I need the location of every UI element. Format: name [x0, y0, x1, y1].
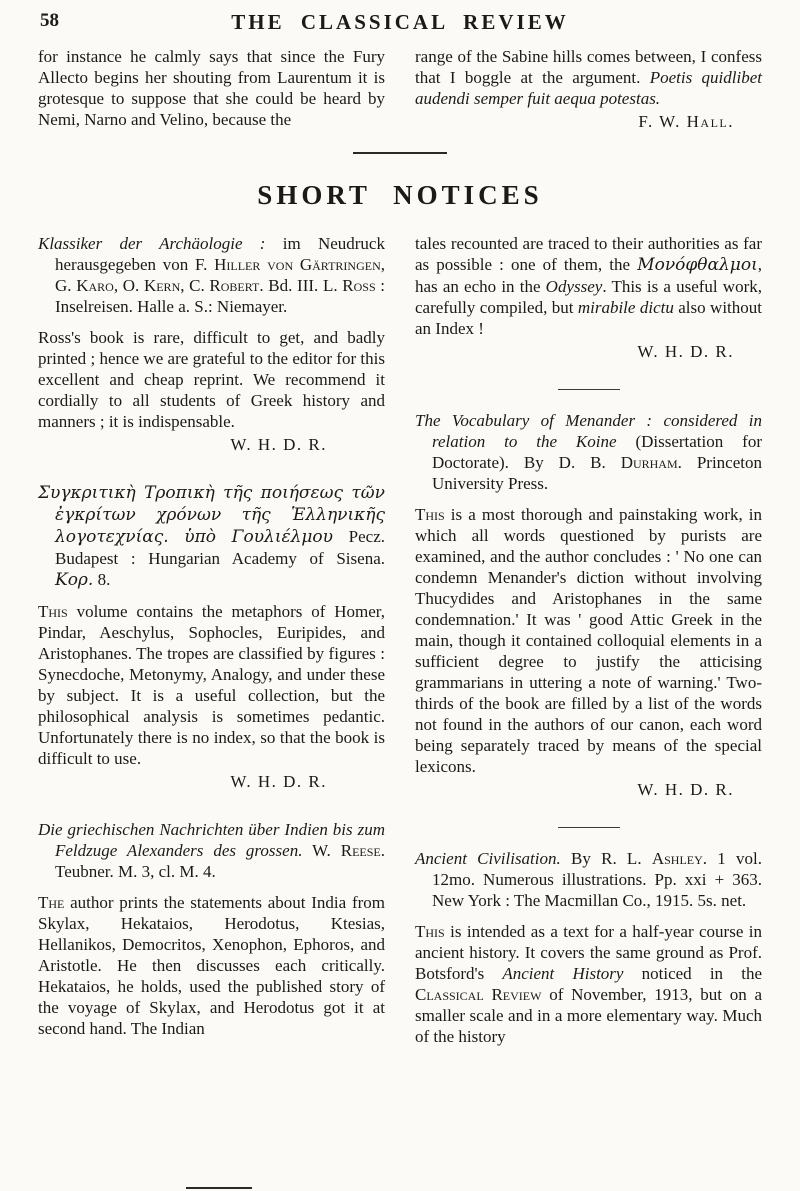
notice-body: This volume contains the metaphors of Homer, Pindar, Aeschylus, Sophocles, Euripides, and Aristophanes. The tropes are classified by figures : Synecdoche, Metonymy, Analogy, and under these by subject. It is a useful collection, but the philosophical analysis is sometimes pedantic. Unfortunately there is no index, so that the book is difficult to use. [38, 602, 385, 768]
notice-continuation-indien [415, 233, 762, 362]
notice-body: This is intended as a text for a half-year course in ancient history. It covers the same ground as Prof. Botsford's Ancient History noticed in the Classical Review of November, 1913, but on a smaller scale and in a more elementary way. Much of the history [415, 922, 762, 1046]
notice-vocabulary-menander [415, 410, 762, 800]
notice-body: The author prints the statements about India from Skylax, Hekataios, Herodotus, Ktesias, Hellanikos, Democritos, Xenophon, Ephoros, and Aristotle. He then discusses each critically. Hekataios, he holds, used the published story of the voyage of Skylax, and Herodotus got it at second hand. The Indian [38, 893, 385, 1038]
notice-body: This is a most thorough and painstaking work, in which all words questioned by purists are examined, and the author concludes : ' No one can condemn Menander's diction without involving Thucydides and Aristophanes in the same condemnation.' It was ' good Attic Greek in the main, though it contained colloquial elements in a sufficient degree to justify the atticising grammarians in uttering a note of warning.' Two-thirds of the book are filled by a list of the words not found in the authors of our canon, each word being separately traced by means of the special lexicons. [415, 505, 762, 776]
bottom-rule [186, 1187, 252, 1189]
author-signature-hall: F. W. Hall. [638, 112, 734, 131]
continuation-paragraph-left: for instance he calmly says that since the Fury Allecto begins her shouting from Laurentum it is grotesque to suppose that she could be heard by Nemi, Narno and Velino, because the [38, 47, 385, 129]
notice-heading: Klassiker der Archäologie : im Neudruck herausgegeben von F. Hiller von Gärtringen, G. Karo, O. Kern, C. Robert. Bd. III. L. Ross : Inselreisen. Halle a. S.: Niemayer. [38, 234, 386, 316]
reviewer-signature: W. H. D. R. [230, 435, 327, 454]
article-continuation-section [38, 46, 762, 132]
notice-greek-tropes [38, 482, 385, 792]
notice-klassiker-archaologie [38, 233, 385, 455]
page-header [38, 8, 762, 40]
notice-body: Ross's book is rare, difficult to get, and badly printed ; hence we are grateful to the editor for this excellent and cheap reprint. We recommend it cordially to all students of Greek history and manners ; it is indispensable. [38, 328, 385, 431]
notice-heading: Die griechischen Nachrichten über Indien bis zum Feldzuge Alexanders des grossen. W. Reese. Teubner. M. 3, cl. M. 4. [38, 820, 386, 881]
notice-body: tales recounted are traced to their authorities as far as possible : one of them, the Μονόφθαλμοι, has an echo in the Odyssey. This is a useful work, carefully compiled, but mirabile dictu also without an Index ! [415, 234, 762, 338]
page-number: 58 [40, 10, 59, 31]
notice-ancient-civilisation [415, 848, 762, 1047]
notices-right-column [415, 233, 762, 1047]
notice-heading: Συγκριτικὴ Τροπικὴ τῆς ποιήσεως τῶν ἐγκρίτων χρόνων τῆς Ἑλληνικῆς λογοτεχνίας. ὑπὸ Γουλιέλμου Pecz. Budapest : Hungarian Academy of Sisena. Κορ. 8. [38, 483, 385, 590]
section-divider-rule [353, 152, 447, 154]
reviewer-signature: W. H. D. R. [230, 772, 327, 791]
continuation-column-right [415, 46, 762, 132]
reviewer-signature: W. H. D. R. [637, 342, 734, 361]
notice-divider-rule [558, 827, 620, 828]
notice-divider-rule [558, 389, 620, 390]
notice-heading: The Vocabulary of Menander : considered in relation to the Koine (Dissertation for Doctorate). By D. B. Durham. Princeton University Press. [415, 411, 762, 493]
continuation-paragraph-right: range of the Sabine hills comes between, I confess that I boggle at the argument. Poetis quidlibet audendi semper fuit aequa potestas. [415, 47, 762, 108]
notice-nachrichten-indien [38, 819, 385, 1039]
section-title: SHORT NOTICES [257, 180, 543, 210]
notices-left-column [38, 233, 385, 1047]
notices-section [38, 233, 762, 1047]
journal-title: THE CLASSICAL REVIEW [231, 10, 569, 34]
reviewer-signature: W. H. D. R. [637, 780, 734, 799]
notice-heading: Ancient Civilisation. By R. L. Ashley. 1 vol. 12mo. Numerous illustrations. Pp. xxi + 363. New York : The Macmillan Co., 1915. 5s. net. [415, 849, 762, 910]
